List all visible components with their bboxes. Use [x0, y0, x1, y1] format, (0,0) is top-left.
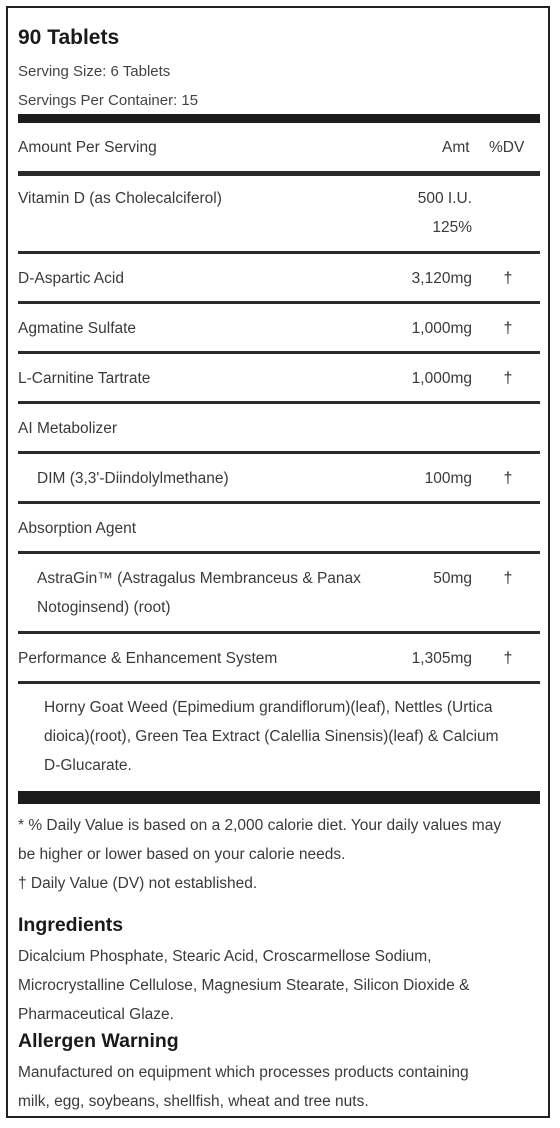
divider	[18, 171, 540, 176]
ingredients-line: Microcrystalline Cellulose, Magnesium Stearate, Silicon Dioxide &	[18, 977, 470, 994]
blend-line: D-Glucarate.	[44, 757, 132, 774]
footnote-line: * % Daily Value is based on a 2,000 calorie diet. Your daily values may	[18, 817, 502, 834]
allergen-line: milk, egg, soybeans, shellfish, wheat and tree nuts.	[18, 1093, 369, 1110]
dagger-mark: †	[503, 270, 513, 287]
section-label-absorption-agent: Absorption Agent	[18, 520, 137, 537]
divider	[18, 631, 540, 634]
allergen-heading: Allergen Warning	[18, 1030, 179, 1052]
panel-title: 90 Tablets	[18, 26, 120, 49]
divider	[18, 251, 540, 254]
dagger-mark: †	[503, 470, 513, 487]
divider	[18, 301, 540, 304]
divider	[18, 501, 540, 504]
amount-per-serving-label: Amount Per Serving	[18, 139, 157, 156]
dagger-mark: †	[503, 570, 513, 587]
amt-column-header: Amt	[442, 139, 470, 156]
nutrient-amount-l-carnitine-tartrate: 1,000mg	[411, 370, 472, 387]
divider	[18, 681, 540, 684]
nutrient-amount-d-aspartic-acid: 3,120mg	[411, 270, 472, 287]
servings-per-container: Servings Per Container: 15	[18, 92, 199, 109]
divider	[18, 451, 540, 454]
nutrient-name-performance-system: Performance & Enhancement System	[18, 650, 278, 667]
nutrient-name-astragin-line1: AstraGin™ (Astragalus Membranceus & Panax	[37, 570, 361, 587]
allergen-text	[18, 1058, 469, 1116]
nutrient-name-astragin-line2: Notoginsend) (root)	[37, 599, 171, 616]
nutrient-dv-vitamin-d: 125%	[432, 219, 472, 236]
blend-description	[44, 693, 499, 780]
nutrient-name-agmatine-sulfate: Agmatine Sulfate	[18, 320, 137, 337]
allergen-line: Manufactured on equipment which processes products containing	[18, 1064, 469, 1081]
ingredients-list	[18, 942, 469, 1029]
dv-column-header: %DV	[489, 139, 525, 156]
nutrient-amount-dim: 100mg	[424, 470, 472, 487]
panel-content	[18, 8, 540, 1116]
ingredients-heading: Ingredients	[18, 914, 124, 936]
nutrient-amount-vitamin-d: 500 I.U.	[417, 190, 472, 207]
footnotes	[18, 811, 501, 898]
nutrient-amount-agmatine-sulfate: 1,000mg	[411, 320, 472, 337]
divider	[18, 401, 540, 404]
dagger-mark: †	[503, 370, 513, 387]
dagger-mark: †	[503, 650, 513, 667]
nutrient-name-dim: DIM (3,3'-Diindolylmethane)	[37, 470, 229, 487]
nutrient-name-d-aspartic-acid: D-Aspartic Acid	[18, 270, 124, 287]
ingredients-line: Pharmaceutical Glaze.	[18, 1006, 174, 1023]
supplement-facts-panel	[6, 6, 550, 1118]
dagger-mark: †	[503, 320, 513, 337]
serving-size: Serving Size: 6 Tablets	[18, 63, 171, 80]
footnote-line: † Daily Value (DV) not established.	[18, 875, 258, 892]
blend-line: dioica)(root), Green Tea Extract (Calellia Sinensis)(leaf) & Calcium	[44, 728, 499, 745]
footnote-line: be higher or lower based on your calorie needs.	[18, 846, 346, 863]
nutrient-amount-astragin: 50mg	[433, 570, 472, 587]
divider	[18, 351, 540, 354]
nutrient-name-l-carnitine-tartrate: L-Carnitine Tartrate	[18, 370, 151, 387]
blend-line: Horny Goat Weed (Epimedium grandiflorum)(leaf), Nettles (Urtica	[44, 699, 493, 716]
ingredients-line: Dicalcium Phosphate, Stearic Acid, Croscarmellose Sodium,	[18, 948, 432, 965]
divider-thick-top	[18, 114, 540, 123]
divider-thick-bottom	[18, 791, 540, 804]
nutrient-name-vitamin-d: Vitamin D (as Cholecalciferol)	[18, 190, 222, 207]
divider	[18, 551, 540, 554]
nutrient-amount-performance-system: 1,305mg	[411, 650, 472, 667]
section-label-ai-metabolizer: AI Metabolizer	[18, 420, 118, 437]
